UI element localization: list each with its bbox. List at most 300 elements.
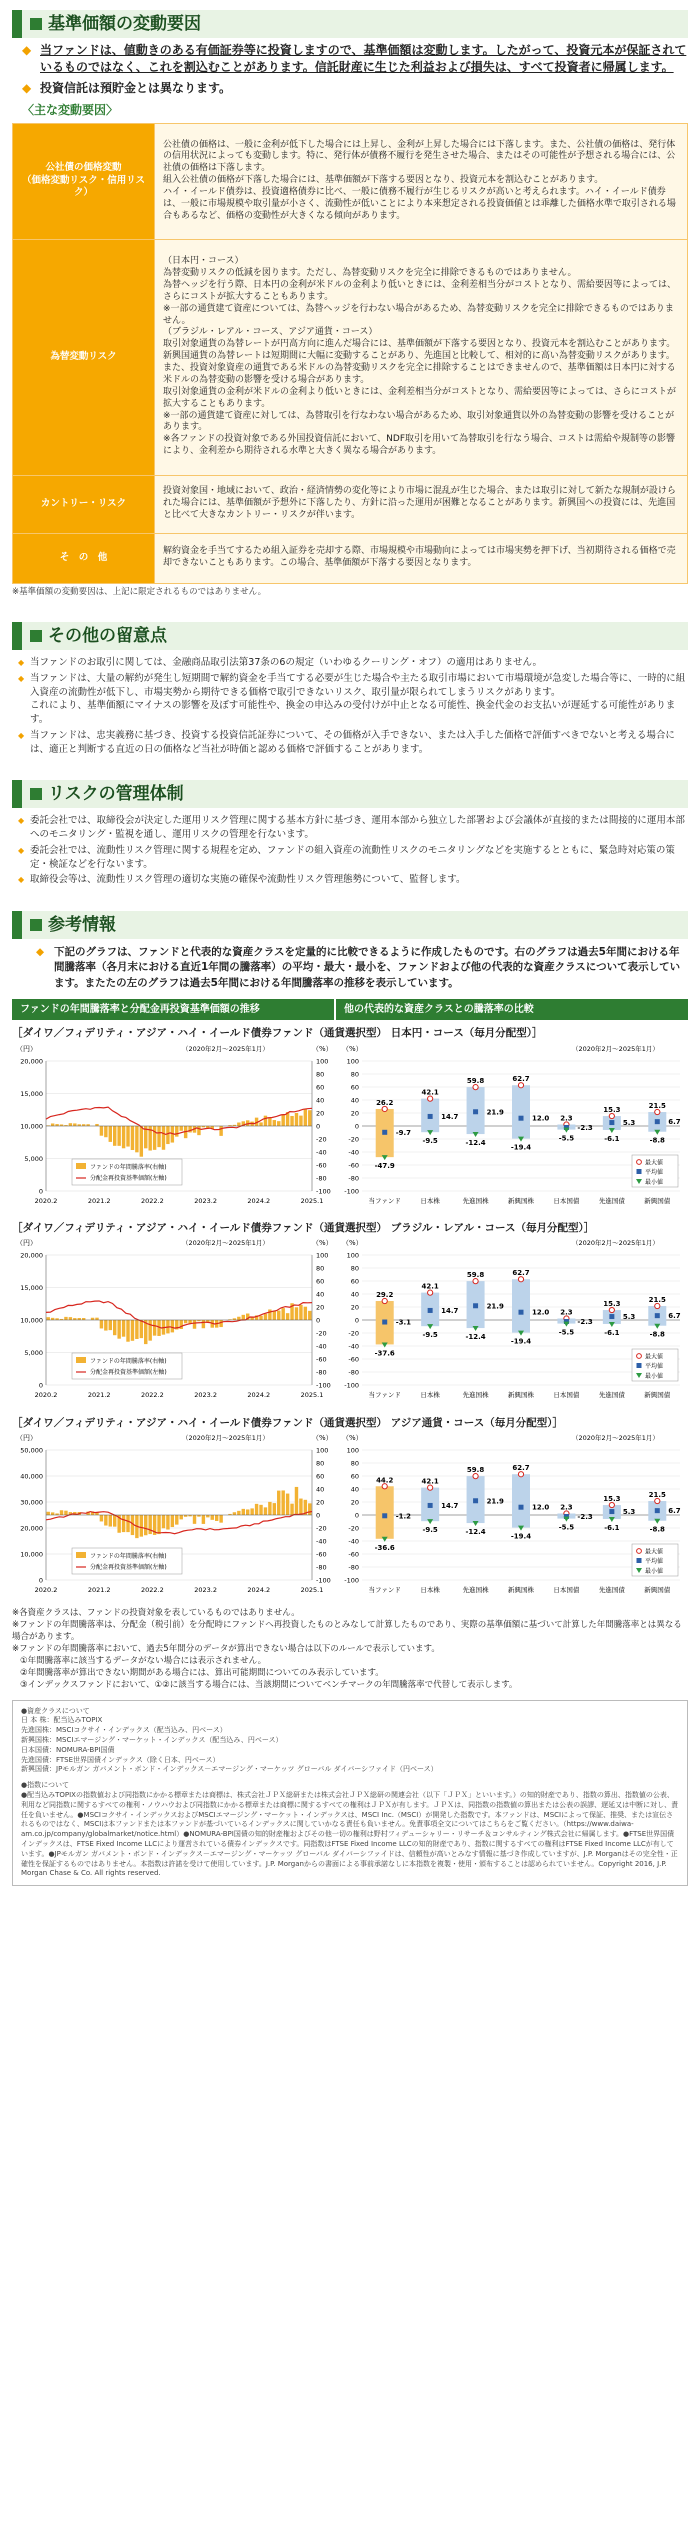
risk-head: そ の 他 [13,533,155,583]
min-value-label: -12.4 [465,1527,486,1536]
nav-line [46,1301,312,1328]
left-unit2-label: （%） [312,1044,333,1053]
min-value-label: -9.5 [422,1526,438,1535]
chart-header-bar [12,999,688,1021]
category-label: 当ファンド [368,1391,401,1400]
max-marker [518,1082,523,1087]
chart-note: ※ファンドの年間騰落率において、過去5年間分のデータが算出できない場合は以下のルールで表示しています。 [12,1644,440,1655]
chart-svg [12,1430,688,1600]
max-value-label: 42.1 [421,1282,439,1291]
risk-head: 為替変動リスク [13,239,155,475]
max-marker [655,1109,660,1114]
square-icon [30,18,42,30]
annual-return-bar [193,1320,196,1329]
annual-return-bar [206,1515,209,1517]
right-chart-header: 他の代表的な資産クラスとの騰落率の比較 [334,999,688,1021]
y-tick-label: 20,000 [20,1524,43,1533]
max-marker [473,1473,478,1478]
legend-bar-label: ファンドの年間騰落率(右軸) [90,1358,167,1366]
avg-value-label: 21.9 [486,1497,504,1506]
annual-return-bar [100,1126,103,1136]
x-tick-label: 2020.2 [34,1391,58,1400]
y2-tick-label: 20 [316,1303,325,1312]
avg-value-label: -3.1 [395,1318,412,1327]
left-chart-header: ファンドの年間騰落率と分配金再投資基準価額の推移 [12,999,334,1021]
annual-return-bar [268,1117,271,1126]
y-tick-label: -20 [348,1524,359,1533]
y-tick-label: -40 [348,1148,359,1157]
min-value-label: -12.4 [465,1138,486,1147]
y2-tick-label: -100 [316,1381,331,1390]
min-value-label: -47.9 [374,1161,395,1170]
bullet-text: 当ファンドは、値動きのある有価証券等に投資しますので、基準価額は変動します。したがって、投資元本が保証されているものではなく、これを割込むことがあります。信託財産に生じた利益および損失は、すべて投資者に帰属します。 [40,43,687,74]
annual-return-bar [259,1505,262,1515]
risk-management-list [12,814,688,887]
risk-table [12,123,688,584]
annual-return-bar [95,1124,98,1126]
y-tick-label: 20 [350,1109,359,1118]
annual-return-bar [109,1320,112,1330]
annual-return-bar [299,1305,302,1320]
annual-return-bar [237,1122,240,1125]
annual-return-bar [113,1515,116,1527]
max-value-label: 2.3 [560,1114,573,1123]
chart-title: ［ダイワ／フィデリティ・アジア・ハイ・イールド債券ファンド（通貨選択型） ブラジル・レアル・コース（毎月分配型）］ [12,1222,595,1235]
chart-note: ※各資産クラスは、ファンドの投資対象を表しているものではありません。 [12,1608,300,1619]
section-title-text: リスクの管理体制 [48,783,184,804]
y-tick-label: 20 [350,1303,359,1312]
category-label: 新興国債 [644,1196,671,1205]
max-value-label: 59.8 [466,1466,485,1475]
category-label: 新興国株 [508,1196,534,1205]
section-title-fluctuation [12,10,688,38]
min-marker [654,1324,660,1329]
note-item: ◆ 当ファンドのお取引に関しては、金融商品取引法第37条の6の規定（いわゆるクーリング・オフ）の適用はありません。 [18,656,688,670]
min-value-label: -9.5 [422,1331,438,1340]
index-info-box [12,1700,688,1887]
min-marker [382,1343,388,1348]
max-value-label: 21.5 [648,1296,666,1305]
avg-value-label: -2.3 [577,1512,593,1521]
annual-return-bar [286,1313,289,1320]
annual-return-bar [219,1126,222,1136]
avg-value-label: 14.7 [441,1307,459,1316]
max-value-label: 2.3 [560,1503,573,1512]
annual-return-bar [215,1515,218,1521]
category-label: 日本株 [420,1196,440,1205]
y2-tick-label: 20 [316,1498,325,1507]
annual-return-bar [202,1320,205,1328]
y-tick-label: 100 [346,1251,359,1260]
annual-return-bar [166,1126,169,1144]
x-tick-label: 2022.2 [141,1391,164,1400]
range-bar [512,1085,530,1138]
avg-value-label: -1.2 [395,1512,412,1521]
avg-value-label: 21.9 [486,1302,504,1311]
y-tick-label: 20 [350,1498,359,1507]
category-label: 新興国株 [508,1585,534,1594]
annual-return-bar [162,1515,165,1528]
avg-marker [428,1503,433,1508]
note-item: ◆ 当ファンドは、大量の解約が発生し短期間で解約資金を手当てする必要が生じた場合や主たる取引市場において市場環境が急変した場合等に、一時的に組入資産の流動性が低下し、市場実勢から期待できる価格で取引できないリスク、取引量が限られてしまうリスクがあります。 これにより、基準価額にマイナスの影響を及ぼす可能性や、換金の申込みの受付けが中止となる可能性、換金代金のお支払いが遅延する可能性があります。 [18,672,688,727]
min-value-label: -6.1 [604,1329,620,1338]
y-tick-label: 40 [350,1290,359,1299]
max-marker [428,1485,433,1490]
y-tick-label: 0 [354,1511,359,1520]
annual-return-bar [126,1320,129,1342]
left-unit-label: （円） [16,1044,37,1053]
avg-value-label: 6.7 [668,1312,681,1321]
x-tick-label: 2024.2 [247,1585,271,1594]
min-marker [563,1516,569,1521]
annual-return-bar [273,1503,276,1515]
y-tick-label: -20 [348,1135,359,1144]
category-label: 日本国債 [553,1585,580,1594]
category-label: 日本国債 [553,1391,580,1400]
annual-return-bar [69,1317,72,1320]
right-period-label: （2020年2月～2025年1月） [572,1044,659,1053]
min-value-label: -19.4 [510,1532,532,1541]
y-tick-label: -60 [348,1550,359,1559]
avg-marker [609,1120,614,1125]
y-tick-label: -60 [348,1355,359,1364]
y2-tick-label: 0 [316,1316,321,1325]
risk-body: 投資対象国・地域において、政治・経済情勢の変化等により市場に混乱が生じた場合、または取引に対して新たな規制が設けられた場合には、基準価額が予想外に下落したり、方針に沿った運用が困難となることがあります。新興国への投資には、先進国と比べて大きなカントリー・リスクが伴います。 [155,475,688,533]
annual-return-bar [180,1126,183,1131]
max-value-label: 42.1 [421,1477,439,1486]
y2-tick-label: 40 [316,1485,325,1494]
chart-note: ①年間騰落率に該当するデータがない場合には表示されません。 [20,1655,267,1666]
annual-return-bar [295,1308,298,1321]
annual-return-bar [308,1503,311,1515]
y-tick-label: 30,000 [20,1498,43,1507]
y-tick-label: 10,000 [20,1550,43,1559]
y-tick-label: -100 [344,1576,359,1585]
annual-return-bar [286,1493,289,1514]
section-title-notes [12,622,688,650]
index-line: 新興国株：MSCIエマージング・マーケット・インデックス（配当込み、円ベース） [21,1736,283,1745]
x-tick-label: 2025.1 [300,1585,324,1594]
category-label: 先進国債 [598,1391,625,1400]
min-marker [563,1322,569,1327]
y-tick-label: 40 [350,1096,359,1105]
category-label: 当ファンド [368,1196,401,1205]
avg-value-label: -2.3 [577,1318,593,1327]
max-marker [473,1084,478,1089]
left-unit2-label: （%） [312,1239,333,1248]
x-tick-label: 2023.2 [194,1585,217,1594]
category-label: 先進国株 [462,1585,489,1594]
min-marker [609,1517,615,1522]
y-tick-label: -80 [348,1368,359,1377]
y-tick-label: -100 [344,1187,359,1196]
legend-max-label: 最大値 [645,1353,664,1361]
max-marker [609,1113,614,1118]
x-tick-label: 2020.2 [34,1585,58,1594]
y-tick-label: 20,000 [20,1057,43,1066]
index-line: 日 本 株：配当込みTOPIX [21,1716,103,1725]
max-value-label: 42.1 [421,1088,439,1097]
annual-return-bar [117,1126,120,1146]
index-line: 新興国債：JPモルガン ガバメント・ボンド・インデックス－エマージング・マーケッツ グローバル ダイバーシファイド（円ベース） [21,1765,438,1774]
risk-management-item: ◆ 委託会社では、取締役会が決定した運用リスク管理に関する基本方針に基づき、運用本部から独立した部署および会議体が直接的または間接的に運用本部へのモニタリング・監視を通し、運用リスクの管理を行ないます。 [18,814,688,842]
annual-return-bar [175,1126,178,1137]
risk-row-other [13,533,688,583]
legend-line-label: 分配金再投資基準価額(左軸) [90,1369,167,1377]
fluctuation-note: ※基準価額の変動要因は、上記に限定されるものではありません。 [12,586,267,597]
y2-tick-label: -60 [316,1550,327,1559]
annual-return-bar [299,1498,302,1514]
max-value-label: 21.5 [648,1490,666,1499]
legend-avg-marker [637,1169,642,1174]
y2-tick-label: -60 [316,1355,327,1364]
legend-max-marker [637,1354,642,1359]
y2-tick-label: 60 [316,1277,325,1286]
min-marker [654,1129,660,1134]
avg-marker [519,1115,524,1120]
avg-value-label: 6.7 [668,1117,681,1126]
annual-return-bar [281,1490,284,1515]
avg-marker [609,1314,614,1319]
max-value-label: 21.5 [648,1101,666,1110]
y-tick-label: 5,000 [24,1349,43,1358]
min-value-label: -6.1 [604,1134,620,1143]
avg-marker [519,1505,524,1510]
annual-return-bar [153,1126,156,1150]
legend-avg-label: 平均値 [645,1363,664,1371]
max-value-label: 59.8 [466,1076,485,1085]
category-label: 先進国債 [598,1585,625,1594]
annual-return-bar [295,1487,298,1515]
max-marker [428,1290,433,1295]
legend-swatch-bar [76,1357,86,1363]
x-tick-label: 2022.2 [141,1196,164,1205]
min-marker [563,1127,569,1132]
annual-return-bar [237,1511,240,1515]
annual-return-bar [104,1126,107,1137]
right-unit-label: （%） [342,1433,363,1442]
y2-tick-label: -20 [316,1135,327,1144]
y-tick-label: 50,000 [20,1446,43,1455]
annual-return-bar [219,1320,222,1327]
risk-management-item: ◆ 取締役会等は、流動性リスク管理の適切な実施の確保や流動性リスク管理態勢について、監督します。 [18,873,688,887]
min-marker [654,1519,660,1524]
max-value-label: 62.7 [512,1074,530,1083]
range-bar [376,1486,394,1539]
avg-marker [382,1320,387,1325]
y-tick-label: 60 [350,1277,359,1286]
notes-list [12,656,688,756]
bullet-text: 投資信託は預貯金とは異なります。 [40,80,232,95]
max-marker [382,1106,387,1111]
annual-return-bar [242,1509,245,1515]
annual-return-bar [100,1515,103,1521]
risk-body: （日本円・コース） 為替変動リスクの低減を図ります。ただし、為替変動リスクを完全に排除できるものではありません。 為替ヘッジを行う際、日本円の金利が米ドルの金利より低いときには、金利差相当分がコストとなり、需給要因等によっては、さらにコストが拡大することもあります。 ※一部の通貨建て資産については、為替ヘッジを行わない場合があるため、為替変動リスクを完全に排除できるものではありません。 （ブラジル・レアル・コース、アジア通貨・コース） 取引対象通貨の為替レートが円高方向に進んだ場合には、基準価額が下落する要因となり、投資元本を割込むことがあります。新興国通貨の為替レートは短期間に大幅に変動することがあり、先進国と比較して、相対的に高い為替変動リスクがあります。 また、投資対象資産の通貨である米ドルの為替変動リスクを完全に排除することはできませんので、基準価額は日本円に対する米ドルの為替変動の影響を受ける場合があります。 取引対象通貨の金利が米ドルの金利より低いときには、金利差相当分がコストとなり、需給要因等によっては、さらにコストが拡大することもあります。 ※一部の通貨建て資産に対しては、為替取引を行なわない場合があるため、取引対象通貨以外の為替変動の影響を受けることがあります。 ※各ファンドの投資対象である外国投資信託において、NDF取引を用いて為替取引を行なう場合、コストは需給や規制等の影響により、金利差から期待される水準と大きく異なる場合があります。 [155,239,688,475]
y2-tick-label: -20 [316,1524,327,1533]
min-marker [382,1155,388,1160]
annual-return-bar [73,1123,76,1126]
y-tick-label: 100 [346,1057,359,1066]
annual-return-bar [64,1511,67,1515]
left-period-label: （2020年2月～2025年1月） [182,1044,269,1053]
section-title-text: 参考情報 [48,914,116,935]
category-label: 当ファンド [368,1585,401,1594]
max-marker [428,1096,433,1101]
chart-note: ②年間騰落率が算出できない期間がある場合には、算出可能期間についてのみ表示しています。 [20,1667,384,1678]
min-value-label: -19.4 [510,1143,532,1152]
avg-marker [519,1310,524,1315]
annual-return-bar [277,1121,280,1126]
min-value-label: -5.5 [558,1134,575,1143]
left-unit2-label: （%） [312,1433,333,1442]
max-value-label: 2.3 [560,1308,573,1317]
y2-tick-label: 60 [316,1083,325,1092]
y2-tick-label: -40 [316,1342,327,1351]
min-value-label: -9.5 [422,1136,438,1145]
y-tick-label: 60 [350,1472,359,1481]
x-tick-label: 2022.2 [141,1585,164,1594]
annual-return-bar [211,1515,214,1520]
left-unit-label: （円） [16,1239,37,1248]
annual-return-bar [135,1320,138,1339]
category-label: 先進国債 [598,1196,625,1205]
index-head: ●資産クラスについて [21,1706,90,1715]
min-marker [427,1519,433,1524]
annual-return-bar [117,1320,120,1339]
left-unit-label: （円） [16,1433,37,1442]
y-tick-label: 10,000 [20,1122,43,1131]
annual-return-bar [131,1320,134,1341]
annual-return-bar [281,1308,284,1320]
legend-swatch-bar [76,1552,86,1558]
annual-return-bar [60,1510,63,1515]
y-tick-label: 0 [38,1576,43,1585]
risk-row-country [13,475,688,533]
annual-return-bar [148,1320,151,1341]
x-tick-label: 2021.2 [87,1196,111,1205]
max-marker [518,1472,523,1477]
bullet-deposit [22,80,688,97]
avg-value-label: -9.7 [395,1128,412,1137]
x-tick-label: 2024.2 [247,1196,271,1205]
section-title-text: 基準価額の変動要因 [48,13,201,34]
y-tick-label: 0 [38,1381,43,1390]
chart-note: ※ファンドの年間騰落率は、分配金（税引前）を分配時にファンドへ再投資したものとみなして計算したものであり、実際の基準価額に基づいて計算した年間騰落率とは異なる場合があります。 [12,1620,682,1643]
annual-return-bar [157,1515,160,1534]
annual-return-bar [100,1320,103,1328]
min-marker [473,1521,479,1526]
annual-return-bar [193,1515,196,1524]
category-label: 新興国債 [644,1391,671,1400]
min-value-label: -5.5 [558,1328,575,1337]
avg-marker [382,1129,387,1134]
annual-return-bar [264,1507,267,1515]
max-marker [609,1502,614,1507]
annual-return-bar [242,1315,245,1320]
annual-return-bar [171,1320,174,1332]
y-tick-label: -100 [344,1381,359,1390]
max-marker [609,1308,614,1313]
min-marker [427,1130,433,1135]
annual-return-bar [104,1320,107,1331]
y-tick-label: -80 [348,1174,359,1183]
avg-value-label: 21.9 [486,1107,504,1116]
annual-return-bar [135,1126,138,1152]
x-tick-label: 2023.2 [194,1196,217,1205]
y-tick-label: 5,000 [24,1154,43,1163]
category-label: 日本株 [420,1585,440,1594]
max-marker [473,1279,478,1284]
risk-head: 公社債の価格変動 （価格変動リスク・信用リスク） [13,123,155,239]
min-marker [473,1132,479,1137]
annual-return-bar [255,1504,258,1515]
annual-return-bar [273,1311,276,1320]
index-line: 先進国株：MSCIコクサイ・インデックス（配当込み、円ベース） [21,1726,227,1735]
avg-value-label: 5.3 [622,1313,636,1322]
annual-return-bar [157,1126,160,1147]
y-tick-label: -40 [348,1537,359,1546]
y-tick-label: 80 [350,1459,359,1468]
y2-tick-label: -100 [316,1576,331,1585]
y-tick-label: 10,000 [20,1316,43,1325]
annual-return-bar [140,1320,143,1338]
y-tick-label: 60 [350,1083,359,1092]
annual-return-bar [166,1515,169,1530]
max-marker [382,1484,387,1489]
x-tick-label: 2021.2 [87,1585,111,1594]
right-period-label: （2020年2月～2025年1月） [572,1433,659,1442]
annual-return-bar [126,1515,129,1532]
category-label: 先進国株 [462,1391,489,1400]
y2-tick-label: 80 [316,1070,325,1079]
y2-tick-label: 100 [316,1446,329,1455]
legend-avg-label: 平均値 [645,1557,664,1565]
avg-value-label: 12.0 [532,1503,550,1512]
avg-marker [473,1498,478,1503]
y2-tick-label: -100 [316,1187,331,1196]
annual-return-bar [64,1317,67,1320]
annual-return-bar [51,1512,54,1515]
min-value-label: -19.4 [510,1337,532,1346]
annual-return-bar [308,1110,311,1126]
nav-line [46,1107,312,1134]
annual-return-bar [69,1123,72,1126]
annual-return-bar [184,1320,187,1323]
x-tick-label: 2023.2 [194,1391,217,1400]
annual-return-bar [237,1317,240,1320]
chart-note: ③インデックスファンドにおいて、①②に該当する場合には、当該期間についてベンチマークの年間騰落率で代替して表示します。 [20,1679,518,1690]
min-value-label: -5.5 [558,1523,575,1532]
y-tick-label: 0 [38,1187,43,1196]
y2-tick-label: 20 [316,1109,325,1118]
legend-max-label: 最大値 [645,1159,664,1167]
min-value-label: -37.6 [374,1349,395,1358]
risk-row-fx [13,239,688,475]
min-value-label: -8.8 [649,1136,665,1145]
max-value-label: 62.7 [512,1464,530,1473]
legend-avg-marker [637,1558,642,1563]
legend-swatch-bar [76,1163,86,1169]
avg-marker [428,1308,433,1313]
risk-row-bond [13,123,688,239]
min-value-label: -36.6 [374,1543,395,1552]
y2-tick-label: -40 [316,1537,327,1546]
max-value-label: 29.2 [376,1291,394,1300]
annual-return-bar [308,1311,311,1320]
x-tick-label: 2020.2 [34,1196,58,1205]
y2-tick-label: 100 [316,1057,329,1066]
min-value-label: -6.1 [604,1523,620,1532]
